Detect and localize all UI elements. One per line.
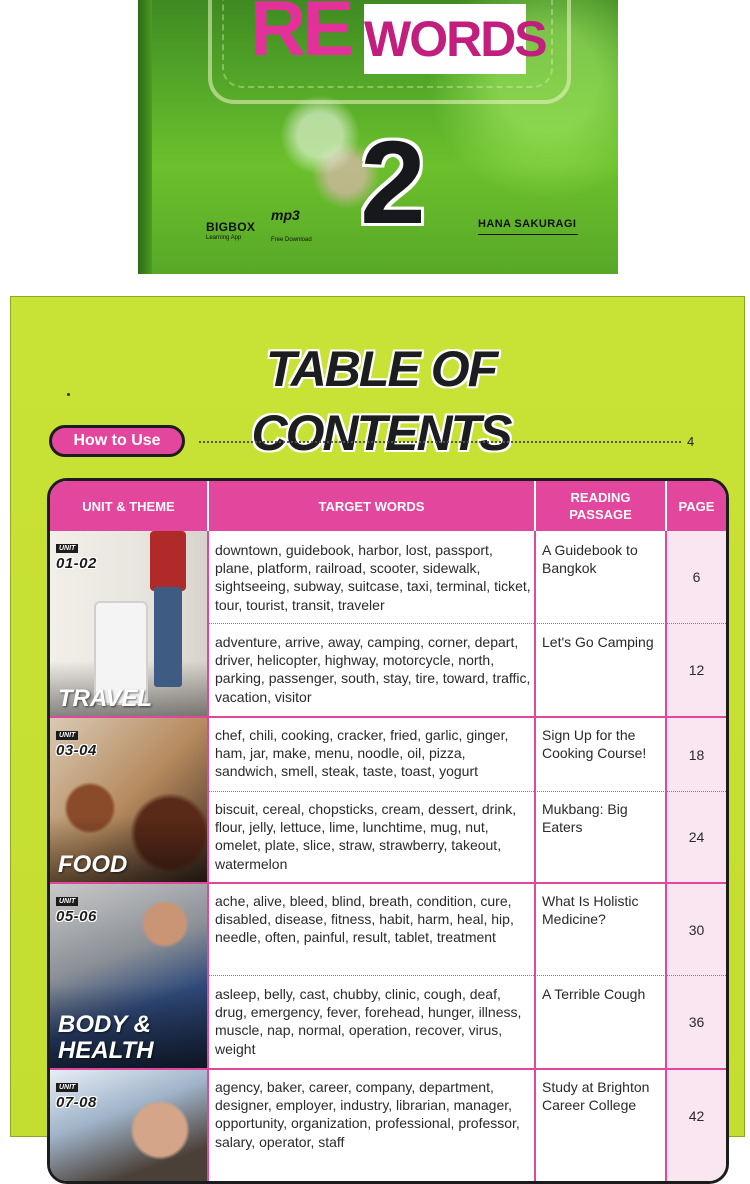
toc-page — [10, 296, 745, 1150]
unit-tag — [56, 1076, 116, 1111]
unit-word: UNIT — [56, 731, 78, 740]
reading-passage-cell[interactable]: Mukbang: Big Eaters — [542, 801, 628, 836]
page-number-cell: 36 — [688, 1014, 705, 1030]
page-number-cell: 30 — [688, 921, 705, 938]
cover-title-part1: RE — [250, 0, 351, 72]
theme-image-careers — [50, 1070, 207, 1181]
traveler-shirt-shape — [150, 531, 186, 591]
how-to-use-page: 4 — [687, 434, 695, 449]
reading-passage-cell[interactable]: A Terrible Cough — [542, 986, 646, 1002]
mp3-sub: Free Download — [271, 237, 312, 243]
row-separator — [207, 975, 726, 976]
header-unit-theme: UNIT & THEME — [50, 481, 207, 531]
target-words-cell: adventure, arrive, away, camping, corner, depart, driver, helicopter, highway, motorcycle, north, parking, passenger, south, stay, tire, toward, traffic, vacation, visitor — [215, 634, 531, 705]
theme-image-travel — [50, 531, 207, 716]
publisher-sub: Learning App — [206, 235, 242, 241]
decorative-dot — [67, 393, 70, 396]
theme-label: FOOD — [58, 851, 128, 878]
how-to-use-link[interactable]: How to Use — [49, 425, 185, 457]
target-words-cell: biscuit, cereal, chopsticks, cream, dessert, drink, flour, jelly, lettuce, lime, lunchtime, mug, nut, omelet, plate, slice, straw, strawberry, takeout, watermelon — [215, 801, 517, 872]
theme-image-body-health — [50, 884, 207, 1068]
unit-tag — [56, 537, 116, 572]
header-target-words: TARGET WORDS — [209, 481, 534, 531]
target-words-cell: ache, alive, bleed, blind, breath, condition, cure, disabled, disease, fitness, habit, harm, heal, hip, needle, often, painful, result, tablet, treatment — [215, 893, 514, 946]
reading-passage-cell[interactable]: What Is Holistic Medicine? — [542, 893, 639, 928]
target-words-cell: chef, chili, cooking, cracker, fried, garlic, ginger, ham, jar, make, menu, noodle, oil, pizza, sandwich, smell, steak, taste, toast, yogurt — [215, 727, 509, 780]
toc-table — [47, 478, 729, 1184]
target-words-cell: asleep, belly, cast, chubby, clinic, cough, deaf, drug, emergency, fever, forehead, hunger, illness, muscle, nap, normal, operation, recover, virus, weight — [215, 986, 522, 1057]
reading-passage-cell[interactable]: Sign Up for the Cooking Course! — [542, 727, 647, 762]
unit-number: 07-08 — [56, 1094, 97, 1111]
cover-volume-number: 2 — [360, 117, 426, 249]
page-number-cell: 42 — [688, 1108, 705, 1124]
page-number-cell: 24 — [688, 829, 705, 845]
unit-word: UNIT — [56, 1083, 78, 1092]
traveler-jeans-shape — [154, 587, 182, 687]
row-separator — [207, 623, 726, 624]
cover-author: HANA SAKURAGI — [478, 216, 578, 235]
unit-word: UNIT — [56, 897, 78, 906]
unit-separator — [50, 1068, 726, 1070]
target-words-cell: agency, baker, career, company, department, designer, employer, industry, librarian, manager, opportunity, organization, professional, professor, salary, operator, staff — [215, 1079, 520, 1150]
page-title: TABLE OF CONTENTS — [251, 341, 511, 461]
reading-passage-cell[interactable]: Study at Brighton Career College — [542, 1079, 650, 1114]
publisher-logo — [206, 220, 276, 250]
unit-separator — [50, 716, 726, 718]
reading-passage-cell[interactable]: Let's Go Camping — [542, 634, 654, 650]
header-reading-passage: READING PASSAGE — [536, 481, 665, 531]
unit-separator — [50, 882, 726, 884]
page-number-cell: 6 — [692, 569, 701, 585]
mp3-badge — [271, 206, 331, 246]
unit-number: 03-04 — [56, 742, 97, 759]
row-separator — [207, 791, 726, 792]
cover-title-words: WORDS — [364, 4, 526, 74]
target-words-cell: downtown, guidebook, harbor, lost, passport, plane, platform, railroad, scooter, sidewalk, sightseeing, subway, suitcase, taxi, terminal, ticket, tour, tourist, transit, traveler — [215, 542, 531, 613]
unit-number: 05-06 — [56, 908, 97, 925]
unit-tag — [56, 724, 116, 759]
column-divider — [534, 531, 536, 1181]
reading-passage-cell[interactable]: A Guidebook to Bangkok — [542, 542, 638, 577]
dot-leader — [199, 441, 681, 443]
page-number-cell: 12 — [688, 662, 705, 678]
page-number-cell: 18 — [688, 746, 705, 763]
unit-word: UNIT — [56, 544, 78, 553]
book-cover — [138, 0, 618, 274]
unit-number: 01-02 — [56, 555, 97, 572]
mp3-icon: mp3 — [271, 207, 300, 223]
theme-image-food — [50, 718, 207, 882]
header-page: PAGE — [667, 481, 726, 531]
publisher-name: BIGBOX — [206, 220, 256, 234]
theme-label: TRAVEL — [58, 685, 153, 712]
unit-tag — [56, 890, 116, 925]
column-divider — [207, 531, 209, 1181]
theme-label: BODY & HEALTH — [58, 1011, 154, 1064]
